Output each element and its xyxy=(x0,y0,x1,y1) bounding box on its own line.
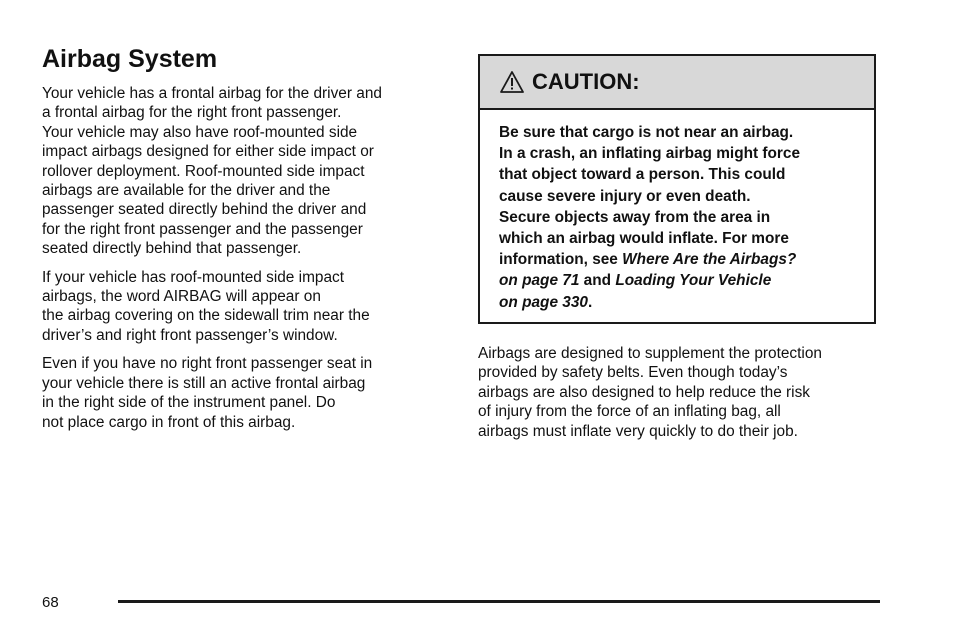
text-line: impact airbags designed for either side impact or xyxy=(42,143,374,161)
paragraph-passenger-airbag xyxy=(42,354,452,432)
text-line: airbags, the word AIRBAG will appear on xyxy=(42,288,321,306)
left-column xyxy=(42,44,452,441)
caution-line xyxy=(499,292,874,313)
caution-line: Be sure that cargo is not near an airbag. xyxy=(499,124,794,141)
caution-line xyxy=(499,270,874,291)
warning-triangle-icon xyxy=(500,70,524,94)
caution-ref-and: and xyxy=(579,272,616,290)
caution-text xyxy=(480,110,874,313)
page-number: 68 xyxy=(42,594,59,611)
text-line: passenger seated directly behind the driver and xyxy=(42,201,367,219)
text-line: of injury from the force of an inflating bag, all xyxy=(478,403,781,421)
caution-title: CAUTION: xyxy=(532,69,640,94)
text-line: in the right side of the instrument panel. Do xyxy=(42,394,336,412)
text-line: rollover deployment. Roof-mounted side impact xyxy=(42,162,365,180)
reference-loading-vehicle-page[interactable]: on page 330 xyxy=(499,293,588,311)
text-line: Your vehicle has a frontal airbag for the driver and xyxy=(42,85,382,102)
text-line: airbags must inflate very quickly to do their job. xyxy=(478,422,798,440)
caution-line xyxy=(499,249,874,270)
right-column xyxy=(478,344,888,450)
text-line: for the right front passenger and the passenger xyxy=(42,220,363,238)
text-line: not place cargo in front of this airbag. xyxy=(42,413,296,431)
text-line: your vehicle there is still an active frontal airbag xyxy=(42,374,366,392)
text-line: driver’s and right front passenger’s window. xyxy=(42,326,338,344)
text-line: If your vehicle has roof-mounted side impact xyxy=(42,268,344,286)
text-line: a frontal airbag for the right front passenger. xyxy=(42,104,342,122)
paragraph-airbag-purpose xyxy=(478,344,888,441)
caution-line: cause severe injury or even death. xyxy=(499,187,751,205)
paragraph-roof-airbag-label xyxy=(42,268,452,346)
caution-ref-end: . xyxy=(587,293,593,311)
caution-line: which an airbag would inflate. For more xyxy=(499,230,789,248)
text-line: Even if you have no right front passenger seat in xyxy=(42,355,373,373)
caution-header xyxy=(480,56,874,110)
text-line: airbags are also designed to help reduce the risk xyxy=(478,383,810,401)
caution-line: that object toward a person. This could xyxy=(499,166,786,184)
caution-box xyxy=(478,54,876,324)
reference-airbag-location-page[interactable]: on page 71 xyxy=(499,272,580,290)
paragraph-airbag-overview xyxy=(42,84,452,259)
text-line: provided by safety belts. Even though today’s xyxy=(478,364,788,382)
caution-ref-lead: information, see xyxy=(499,251,623,269)
text-line: Airbags are designed to supplement the protection xyxy=(478,345,822,362)
text-line: seated directly behind that passenger. xyxy=(42,240,302,258)
caution-line: In a crash, an inflating airbag might force xyxy=(499,145,801,163)
reference-airbag-location[interactable]: Where Are the Airbags? xyxy=(622,251,797,269)
caution-line: Secure objects away from the area in xyxy=(499,208,771,226)
text-line: Your vehicle may also have roof-mounted side xyxy=(42,123,358,141)
footer-rule xyxy=(118,600,880,603)
section-title: Airbag System xyxy=(42,45,218,73)
reference-loading-vehicle[interactable]: Loading Your Vehicle xyxy=(615,272,772,290)
text-line: the airbag covering on the sidewall trim near the xyxy=(42,307,370,325)
text-line: airbags are available for the driver and the xyxy=(42,182,331,200)
